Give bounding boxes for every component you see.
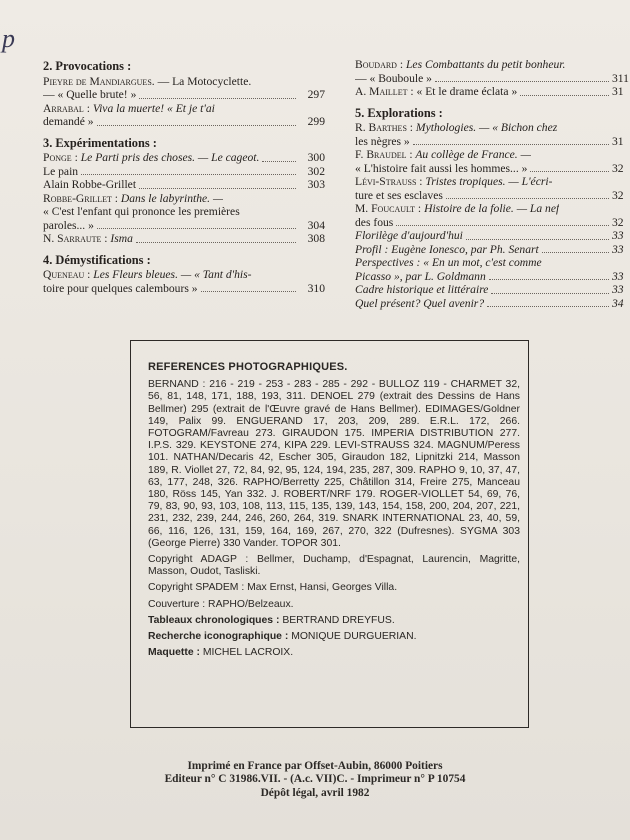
toc-entry-text (43, 102, 215, 116)
toc-right-column (355, 58, 630, 310)
toc-title: Dans le labyrinthe. — (117, 191, 224, 205)
toc-title: « Et le drame éclata » (413, 85, 518, 98)
tableaux-label: Tableaux chronologiques : (148, 614, 280, 626)
toc-author: A. Maillet : (355, 85, 414, 98)
toc-entry-text (355, 175, 552, 189)
toc-entry-line (355, 283, 630, 297)
toc-page-number: 32 (612, 161, 624, 175)
toc-page-number: 34 (612, 296, 624, 310)
toc-author: R. Barthes : (355, 121, 414, 134)
toc-entry-line (43, 219, 325, 233)
toc-page-number: 299 (307, 115, 325, 128)
toc-title: Florilège d'aujourd'hui (355, 229, 463, 242)
toc-entry-line (355, 162, 630, 176)
toc-page-number: 302 (307, 164, 325, 178)
toc-author: Arrabal : (43, 101, 90, 115)
maquette-label: Maquette : (148, 647, 200, 659)
toc-entry-line (355, 85, 630, 99)
toc-entry-text (355, 243, 539, 257)
toc-entry-line (43, 192, 325, 206)
toc-entry-text (43, 268, 252, 282)
toc-page-number: 33 (612, 242, 624, 256)
toc-entry-line (355, 135, 630, 149)
toc-page-number: 310 (307, 281, 325, 295)
imprint-line-1: Imprimé en France par Offset-Aubin, 86000 Poitiers (187, 760, 443, 772)
toc-title: Viva la muerte! « Et je t'ai (89, 101, 215, 115)
imprint-line-3: Dépôt légal, avril 1982 (260, 786, 370, 799)
toc-title: Au collège de France. — (412, 148, 531, 161)
toc-leader-dots (520, 95, 609, 96)
toc-entry-line (43, 102, 325, 116)
toc-entry-text (43, 151, 259, 165)
toc-entry (355, 243, 630, 257)
layout-credit (148, 647, 520, 659)
toc-author: M. Foucault : (355, 202, 422, 215)
toc-page-number: 33 (612, 283, 624, 296)
toc-leader-dots (139, 98, 296, 99)
toc-entry-text (355, 297, 484, 311)
toc-entry-line (355, 270, 630, 284)
toc-entry-line (355, 297, 630, 311)
toc-entry-text (355, 121, 557, 135)
toc-leader-dots (446, 198, 609, 199)
toc-entry-line (355, 216, 630, 230)
toc-page-number: 32 (612, 188, 624, 202)
toc-author: Robbe-Grillet : (43, 191, 118, 205)
toc-entry-line (43, 232, 325, 246)
toc-author: F. Braudel : (355, 148, 413, 161)
toc-page-number: 31 (612, 134, 624, 148)
toc-leader-dots (396, 225, 609, 226)
toc-author: Pieyre de Mandiargues. (43, 74, 155, 88)
toc-entry-line (355, 148, 630, 162)
toc-entry-line (43, 178, 325, 192)
toc-section-heading: 5. Explorations : (355, 105, 443, 120)
toc-author: N. Sarraute : (43, 232, 108, 245)
toc-entry-text (355, 270, 486, 284)
toc-page-number: 33 (612, 269, 624, 283)
toc-entry-line (355, 189, 630, 203)
toc-entry-text (355, 202, 559, 216)
toc-title: toire pour quelques calembours » (43, 281, 198, 295)
toc-entry-text (43, 192, 223, 206)
handwritten-mark: p (2, 24, 15, 53)
toc-title: « C'est l'enfant qui prononce les premières (43, 205, 240, 218)
toc-entry (355, 297, 630, 311)
toc-entry (355, 175, 630, 202)
toc-leader-dots (491, 293, 609, 294)
toc-author: Lévi-Strauss : (355, 175, 423, 188)
toc-entry-text (43, 219, 94, 233)
toc-entry-text (355, 135, 410, 149)
toc-entry-text (355, 229, 463, 243)
toc-entry-line (355, 72, 630, 86)
toc-entry-line (355, 243, 630, 257)
toc-entry (355, 229, 630, 243)
toc-page-number: 32 (612, 215, 624, 229)
toc-leader-dots (262, 161, 296, 162)
toc-entry-text (355, 216, 393, 230)
toc-entry-line (43, 205, 325, 219)
toc-leader-dots (97, 228, 296, 229)
recherche-value: MONIQUE DURGUERIAN. (288, 631, 417, 643)
imprint-line-2: Editeur n° C 31986.VII. - (A.c. VII)C. - Imprimeur n° P 10754 (164, 773, 466, 786)
toc-page-number: 308 (307, 232, 325, 245)
toc-entry-text (355, 148, 531, 162)
toc-entry (355, 256, 630, 283)
toc-section-heading: 2. Provocations : (43, 59, 132, 73)
copyright-adagp: Copyright ADAGP : Bellmer, Duchamp, d'Espagnat, Laurencin, Magritte, Masson, Oudot, Tasliski. (148, 554, 520, 578)
toc-entry-line (43, 282, 325, 296)
toc-page-number: 303 (307, 178, 325, 191)
toc-title: demandé » (43, 115, 94, 128)
toc-entry-line (355, 121, 630, 135)
toc-entry (355, 202, 630, 229)
toc-leader-dots (413, 144, 609, 145)
toc-title: Les Combattants du petit bonheur. (403, 58, 566, 71)
toc-title: Le pain (43, 164, 79, 178)
toc-entry-line (43, 88, 325, 102)
toc-entry-line (355, 256, 630, 270)
toc-page-number: 31 (612, 85, 624, 98)
toc-leader-dots (201, 291, 296, 292)
toc-entry-text (43, 88, 136, 102)
toc-entry-text (355, 72, 432, 86)
toc-title: Histoire de la folie. — La nef (421, 202, 560, 215)
photo-references-box (130, 340, 529, 728)
toc-entry-text (355, 85, 517, 99)
toc-entry (355, 121, 630, 148)
toc-leader-dots (97, 125, 296, 126)
copyright-spadem: Copyright SPADEM : Max Ernst, Hansi, Georges Villa. (148, 582, 398, 594)
toc-page-number: 33 (612, 229, 624, 242)
toc-title: Perspectives : « En un mot, c'est comme (355, 256, 542, 269)
references-body: BERNAND : 216 - 219 - 253 - 283 - 285 - 292 - BULLOZ 119 - CHARMET 32, 56, 81, 148, 171, 188, 193, 311. DENOEL 279 (extrait des Dessins de Hans Bellmer) 295 (extrait de l'Œuvre gravé de Hans Bellmer). EDIMAGES/Goldner 149, Palix 99. ENGUERAND 17, 203, 209, 289. E.R.L. 172, 266. FOTOGRAM/Favreau 273. GIRAUDON 175. IMPERIA DISTRIBUTION 277. I.P.S. 329. KEYSTONE 274, KIPA 229. LEVI-STRAUSS 324. MAGNUM/Peress 101. NATHAN/Decaris 42, Escher 305, Giraudon 182, Lipnitzki 214, Masson 189, R. Viollet 27, 72, 84, 92, 95, 124, 194, 235, 287, 309. RAPHO 9, 10, 37, 47, 63, 177, 248, 326. RAPHO/Berretty 225, Châtillon 314, Freire 275, Manceau 180, Röss 145, Yan 332. J. ROBERT/NRF 179. ROGER-VIOLLET 54, 69, 76, 79, 83, 90, 93, 103, 108, 113, 115, 135, 139, 143, 154, 158, 200, 204, 207, 221, 231, 232, 239, 244, 246, 260, 264, 319. SNARK INTERNATIONAL 23, 40, 59, 66, 116, 126, 131, 159, 164, 169, 267, 270, 322 (Dufresnes). SYGMA 303 (George Pierre) 330 Vander. TOPOR 301. (148, 379, 520, 549)
toc-leader-dots (139, 188, 296, 189)
toc-entry-text (43, 165, 78, 179)
toc-entry-text (355, 283, 488, 297)
toc-title: — « Bouboule » (355, 71, 432, 85)
toc-leader-dots (489, 279, 609, 280)
cover-credit: Couverture : RAPHO/Belzeaux. (148, 598, 294, 610)
toc-entry-line (43, 268, 325, 282)
toc-page-number: 304 (307, 218, 325, 232)
toc-leader-dots (487, 306, 609, 307)
maquette-value: MICHEL LACROIX. (199, 647, 294, 659)
toc-page-number: 297 (307, 88, 325, 101)
toc-title: Les Fleurs bleues. — « Tant d'his- (90, 268, 252, 281)
recherche-label: Recherche iconographique : (148, 631, 289, 643)
toc-title: Isma (107, 232, 133, 245)
toc-entry-line (43, 115, 325, 129)
toc-entry-line (43, 165, 325, 179)
toc-title: des fous (355, 215, 394, 229)
toc-entry-text (355, 256, 542, 270)
toc-leader-dots (136, 242, 296, 243)
toc-entry-line (355, 58, 630, 72)
toc-title: Tristes tropiques. — L'écri- (422, 175, 553, 188)
toc-title: Picasso », par L. Goldmann (355, 269, 486, 283)
toc-page-number: 300 (307, 151, 325, 164)
toc-title: — La Motocyclette. (154, 74, 252, 88)
toc-section-heading: 4. Démystifications : (43, 252, 151, 267)
toc-entry (355, 283, 630, 297)
toc-leader-dots (81, 174, 296, 175)
toc-author: Ponge : (43, 151, 78, 164)
toc-author: Boudard : (355, 58, 404, 71)
toc-entry-line (43, 75, 325, 89)
toc-title: ture et ses esclaves (355, 188, 443, 202)
toc-title: Le Parti pris des choses. — Le cageot. (77, 151, 260, 164)
toc-entry-text (43, 178, 136, 192)
toc-entry-text (43, 232, 133, 246)
toc-entry-line (43, 151, 325, 165)
toc-entry-text (355, 58, 565, 72)
toc-leader-dots (435, 81, 609, 82)
toc-title: Alain Robbe-Grillet (43, 178, 137, 191)
toc-entry (355, 148, 630, 175)
toc-author: Queneau : (43, 268, 91, 281)
toc-entry-text (355, 162, 527, 176)
tableaux-value: BERTRAND DREYFUS. (279, 614, 395, 626)
toc-title: — « Quelle brute! » (43, 88, 137, 101)
toc-left-column (43, 60, 325, 295)
toc-title: Quel présent? Quel avenir? (355, 296, 485, 310)
iconography-credit (148, 631, 520, 643)
toc-title: Profil : Eugène Ionesco, par Ph. Senart (355, 242, 539, 256)
toc-title: paroles... » (43, 218, 94, 232)
toc-entry-text (43, 75, 251, 89)
toc-title: Mythologies. — « Bichon chez (413, 121, 558, 134)
toc-page-number: 311 (612, 71, 629, 85)
toc-entry-text (43, 205, 240, 219)
toc-title: Cadre historique et littéraire (355, 283, 489, 296)
toc-title: « L'histoire fait aussi les hommes... » (355, 161, 528, 175)
toc-entry-text (355, 189, 443, 203)
toc-title: les nègres » (355, 134, 410, 148)
references-heading: REFERENCES PHOTOGRAPHIQUES. (148, 361, 348, 373)
toc-leader-dots (466, 239, 609, 240)
toc-entry-line (355, 175, 630, 189)
toc-entry-line (355, 202, 630, 216)
toc-section-heading: 3. Expérimentations : (43, 135, 157, 150)
toc-leader-dots (542, 252, 609, 253)
toc-entry-line (355, 229, 630, 243)
toc-leader-dots (530, 171, 609, 172)
printer-imprint (0, 760, 630, 800)
toc-entry-text (43, 282, 198, 296)
tableaux-credit (148, 615, 520, 627)
toc-entry-text (43, 115, 94, 129)
